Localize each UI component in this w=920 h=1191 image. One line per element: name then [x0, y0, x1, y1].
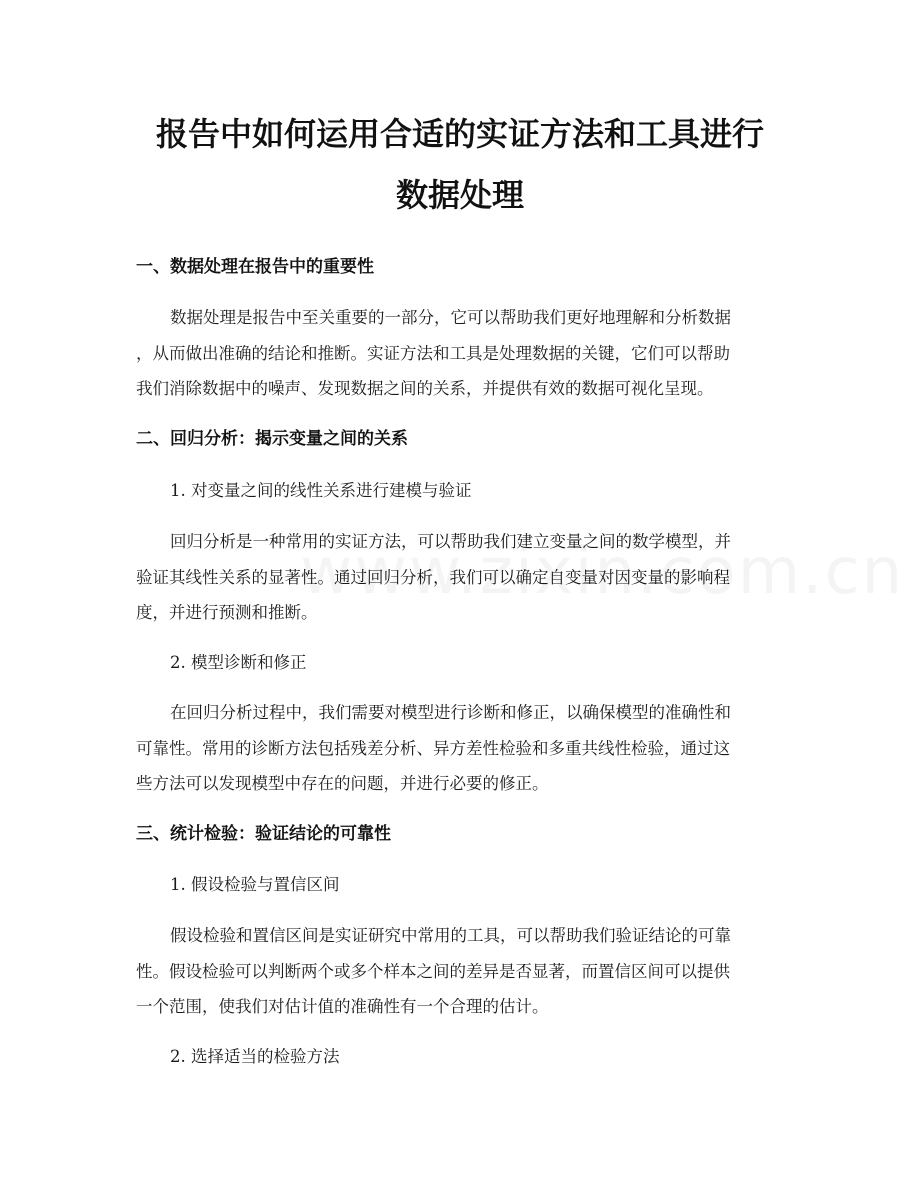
- section-1-paragraph-line: 数据处理是报告中至关重要的一部分，它可以帮助我们更好地理解和分析数据: [170, 308, 731, 327]
- section-2-item-1-label: 1. 对变量之间的线性关系进行建模与验证: [170, 481, 472, 500]
- document-title-line-2: 数据处理: [395, 176, 524, 214]
- section-3-item-1-paragraph-line: 假设检验和置信区间是实证研究中常用的工具，可以帮助我们验证结论的可靠: [170, 926, 731, 945]
- section-3-item-1-label: 1. 假设检验与置信区间: [170, 875, 340, 894]
- section-2-item-2-paragraph-line: 在回归分析过程中，我们需要对模型进行诊断和修正，以确保模型的准确性和: [170, 703, 731, 722]
- section-1-paragraph-line: ，从而做出准确的结论和推断。实证方法和工具是处理数据的关键，它们可以帮助: [136, 344, 730, 363]
- section-2-item-1-paragraph-line: 回归分析是一种常用的实证方法，可以帮助我们建立变量之间的数学模型，并: [170, 532, 731, 551]
- section-3-item-1-paragraph-line: 一个范围，使我们对估计值的准确性有一个合理的估计。: [136, 997, 549, 1016]
- section-2-item-1-paragraph-line: 验证其线性关系的显著性。通过回归分析，我们可以确定自变量对因变量的影响程: [136, 568, 730, 587]
- section-3-item-1-paragraph-line: 性。假设检验可以判断两个或多个样本之间的差异是否显著，而置信区间可以提供: [136, 962, 730, 981]
- section-1-paragraph-line: 我们消除数据中的噪声、发现数据之间的关系，并提供有效的数据可视化呈现。: [136, 379, 714, 398]
- section-2-item-1-paragraph-line: 度，并进行预测和推断。: [136, 603, 318, 622]
- document-title-line-1: 报告中如何运用合适的实证方法和工具进行: [155, 115, 764, 153]
- section-3-heading: 三、统计检验：验证结论的可靠性: [136, 824, 391, 844]
- section-2-item-2-label: 2. 模型诊断和修正: [170, 653, 307, 672]
- section-1-heading: 一、数据处理在报告中的重要性: [136, 257, 374, 277]
- section-2-item-2-paragraph-line: 些方法可以发现模型中存在的问题，并进行必要的修正。: [136, 774, 549, 793]
- section-2-heading: 二、回归分析：揭示变量之间的关系: [136, 429, 408, 449]
- section-2-item-2-paragraph-line: 可靠性。常用的诊断方法包括残差分析、异方差性检验和多重共线性检验，通过这: [136, 739, 730, 758]
- section-3-item-2-label: 2. 选择适当的检验方法: [170, 1047, 340, 1066]
